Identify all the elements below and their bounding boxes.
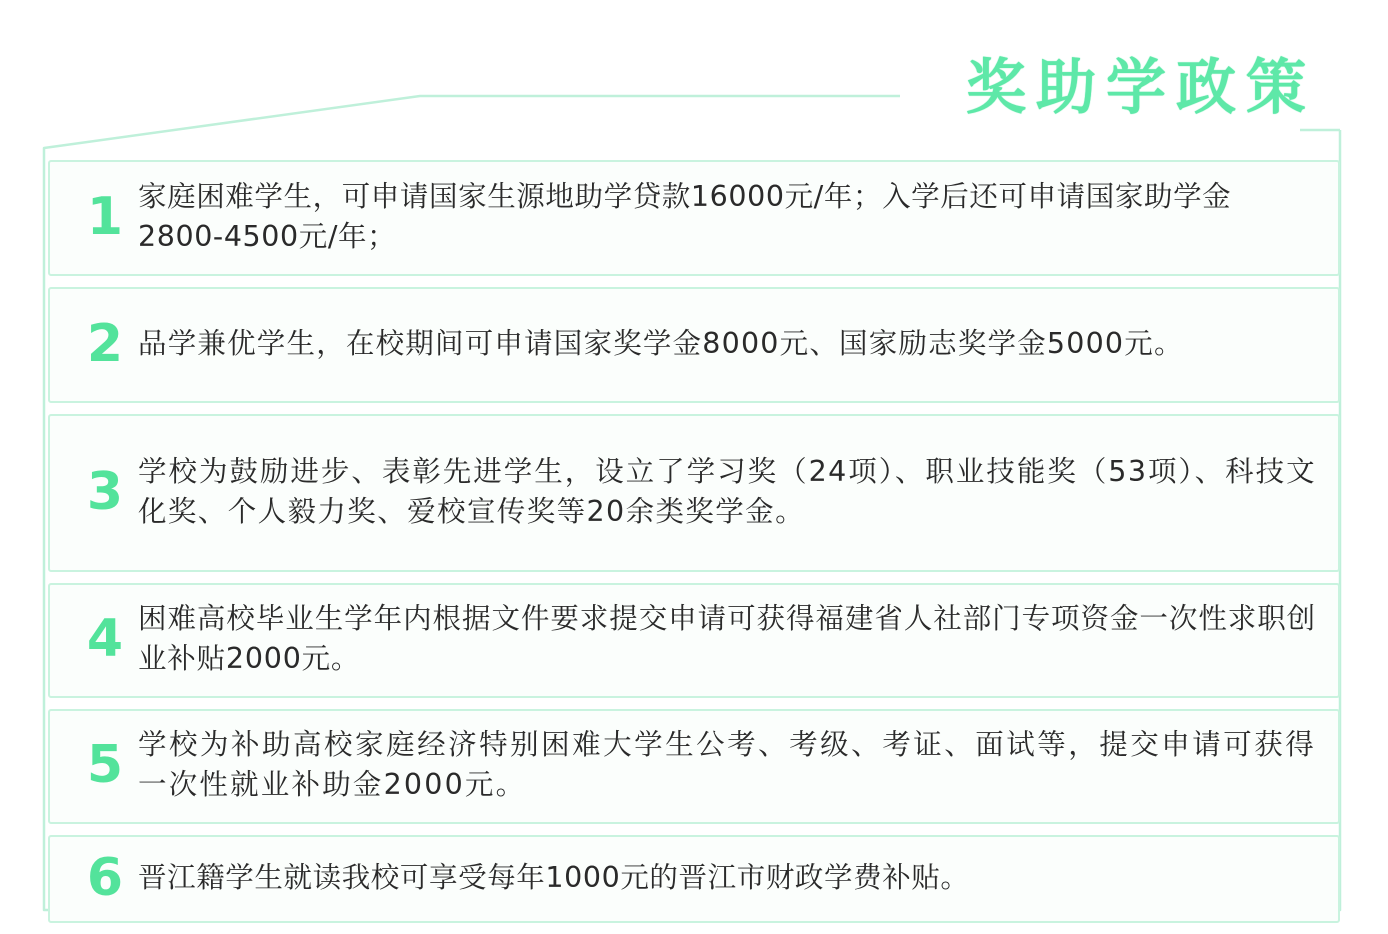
- list-item-text: 学校为补助高校家庭经济特别困难大学生公考、考级、考证、面试等，提交申请可获得一次性就业补助金2000元。: [138, 727, 1316, 802]
- list-item: [48, 160, 1340, 276]
- list-item-number: 3: [86, 462, 124, 522]
- list-item-text: 学校为鼓励进步、表彰先进学生，设立了学习奖（24项）、职业技能奖（53项）、科技文化奖、个人毅力奖、爱校宣传奖等20余类奖学金。: [138, 454, 1316, 528]
- list-item-number: 2: [86, 314, 124, 374]
- page-title: [966, 54, 1316, 121]
- page-title-text: 奖助学政策: [966, 54, 1316, 121]
- list-item: [48, 414, 1340, 572]
- list-item-text: 晋江籍学生就读我校可享受每年1000元的晋江市财政学费补贴。: [138, 860, 970, 894]
- list-item-number: 4: [86, 609, 124, 670]
- list-item: [48, 287, 1340, 403]
- policy-list: [48, 160, 1340, 934]
- list-item: [48, 835, 1340, 923]
- list-item-text: 家庭困难学生，可申请国家生源地助学贷款16000元/年；入学后还可申请国家助学金2800-4500元/年；: [138, 179, 1232, 253]
- list-item: [48, 583, 1340, 698]
- list-item-number: 6: [86, 847, 124, 908]
- list-item-number: 1: [86, 187, 124, 247]
- list-item-number: 5: [86, 735, 124, 796]
- list-item-text: 品学兼优学生，在校期间可申请国家奖学金8000元、国家励志奖学金5000元。: [138, 326, 1184, 360]
- list-item-text: 困难高校毕业生学年内根据文件要求提交申请可获得福建省人社部门专项资金一次性求职创业补贴2000元。: [138, 602, 1316, 676]
- list-item: [48, 709, 1340, 824]
